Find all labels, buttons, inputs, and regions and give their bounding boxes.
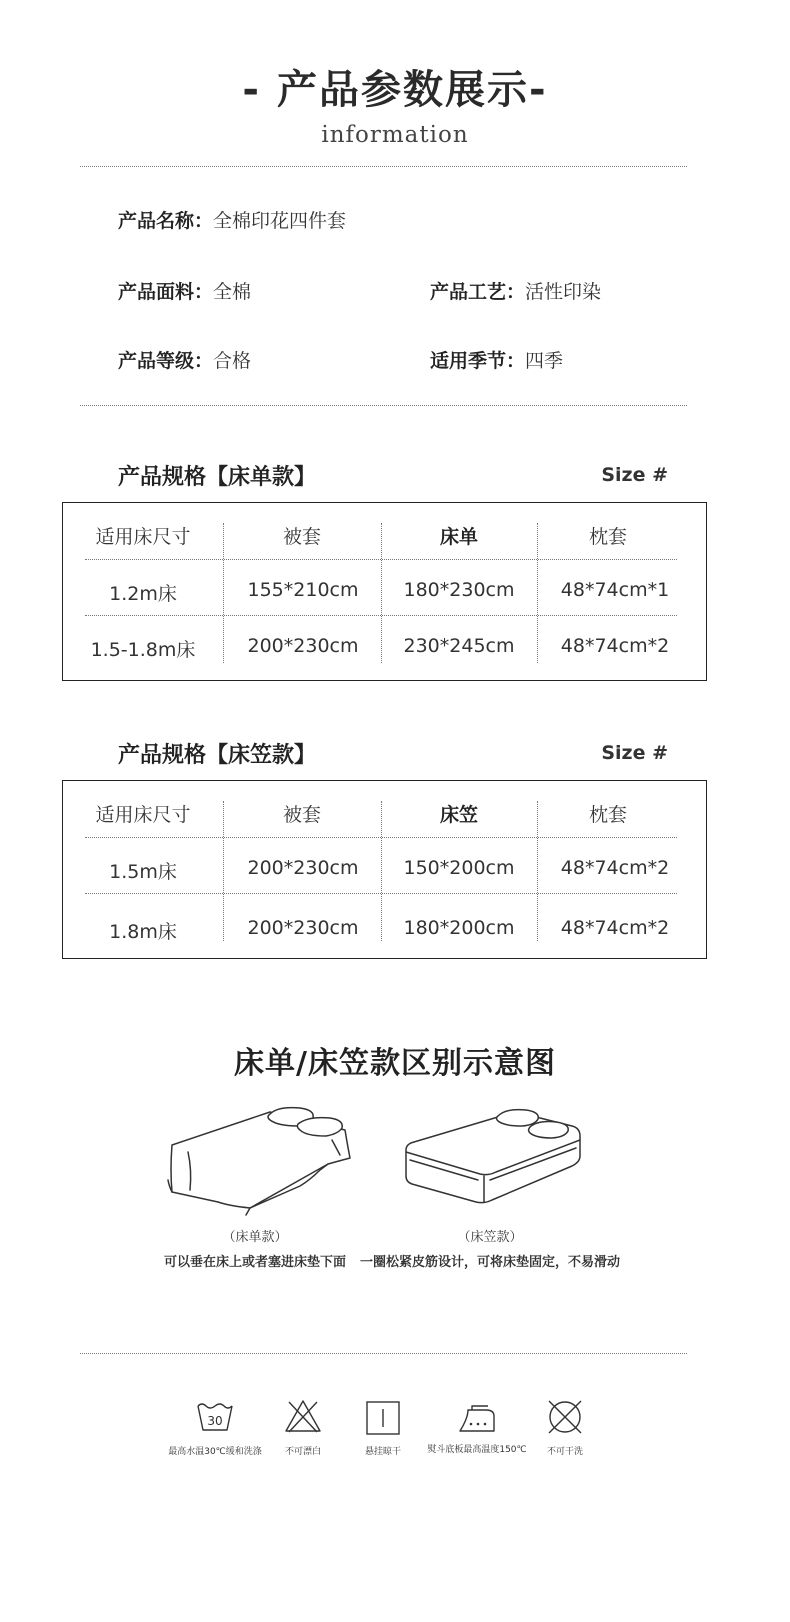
- table1-size-tag: Size #: [601, 464, 668, 486]
- care-label-dry-clean: 不可干洗: [546, 1447, 583, 1457]
- table2-size-tag: Size #: [601, 742, 668, 764]
- table-cell: 180*230cm: [403, 579, 515, 601]
- divider: [80, 1353, 687, 1354]
- table-header-cell: 被套: [282, 804, 321, 826]
- info-season-value: 四季: [525, 350, 564, 372]
- wash-temperature-number: 30: [207, 1414, 223, 1428]
- wash-30-icon: [196, 1400, 234, 1434]
- table-header-cell: 适用床尺寸: [95, 804, 191, 826]
- info-grade: [118, 346, 251, 373]
- flat-sheet-label: （床单款）: [222, 1230, 288, 1245]
- hang-dry-icon: [365, 1400, 401, 1436]
- info-name-key: 产品名称：: [118, 210, 214, 232]
- care-label-dry: 悬挂晾干: [364, 1447, 401, 1457]
- info-grade-key: 产品等级：: [118, 350, 214, 372]
- table-cell: 1.8m床: [109, 921, 177, 943]
- table-cell: 1.2m床: [109, 583, 177, 605]
- care-label-iron: 熨斗底板最高温度150℃: [427, 1445, 527, 1455]
- table1-heading: 产品规格【床单款】: [118, 465, 317, 490]
- table-cell: 1.5-1.8m床: [90, 639, 196, 661]
- page-title: - 产品参数展示-: [242, 67, 548, 113]
- divider: [80, 166, 687, 167]
- info-name: [118, 206, 346, 233]
- table-header-cell: 枕套: [588, 526, 627, 548]
- info-season-key: 适用季节：: [430, 350, 526, 372]
- table-header-cell: 床笠: [439, 804, 478, 826]
- table-cell: 48*74cm*1: [560, 579, 670, 601]
- table-cell: 48*74cm*2: [560, 857, 670, 879]
- table-cell: 200*230cm: [247, 635, 359, 657]
- no-dry-clean-icon: [546, 1398, 584, 1436]
- info-grade-value: 合格: [213, 350, 252, 372]
- divider: [80, 405, 687, 406]
- table-cell: 200*230cm: [247, 857, 359, 879]
- table-cell: 150*200cm: [403, 857, 515, 879]
- info-craft-value: 活性印染: [525, 281, 602, 303]
- table-cell: 155*210cm: [247, 579, 359, 601]
- table-cell: 48*74cm*2: [560, 635, 670, 657]
- info-craft-key: 产品工艺：: [430, 281, 526, 303]
- care-label-wash: 最高水温30℃缓和洗涤: [168, 1447, 262, 1457]
- table-cell: 200*230cm: [247, 917, 359, 939]
- table-cell: 180*200cm: [403, 917, 515, 939]
- info-fabric: [118, 277, 251, 304]
- fitted-sheet-illustration: [400, 1100, 585, 1210]
- fitted-sheet-label: （床笠款）: [457, 1230, 523, 1245]
- info-season: [430, 346, 563, 373]
- iron-150-icon: [456, 1404, 498, 1434]
- flat-sheet-illustration: [160, 1100, 360, 1220]
- table-cell: 48*74cm*2: [560, 917, 670, 939]
- page-subtitle: information: [321, 122, 469, 148]
- care-label-bleach: 不可漂白: [284, 1447, 321, 1457]
- spec-table-flat-sheet: [62, 502, 707, 681]
- table-header-cell: 枕套: [588, 804, 627, 826]
- table-header-cell: 被套: [282, 526, 321, 548]
- table-cell: 1.5m床: [109, 861, 177, 883]
- info-fabric-key: 产品面料：: [118, 281, 214, 303]
- fitted-sheet-description: 一圈松紧皮筋设计，可将床垫固定，不易滑动: [359, 1255, 620, 1270]
- flat-sheet-description: 可以垂在床上或者塞进床垫下面: [163, 1255, 346, 1270]
- table-header-cell: 适用床尺寸: [95, 526, 191, 548]
- table-cell: 230*245cm: [403, 635, 515, 657]
- table2-heading: 产品规格【床笠款】: [118, 743, 317, 768]
- info-fabric-value: 全棉: [213, 281, 252, 303]
- table-header-cell: 床单: [439, 526, 478, 548]
- info-name-value: 全棉印花四件套: [213, 210, 347, 232]
- diagram-title: 床单/床笠款区别示意图: [234, 1046, 556, 1081]
- info-craft: [430, 277, 601, 304]
- spec-table-fitted-sheet: [62, 780, 707, 959]
- no-bleach-icon: [283, 1398, 323, 1434]
